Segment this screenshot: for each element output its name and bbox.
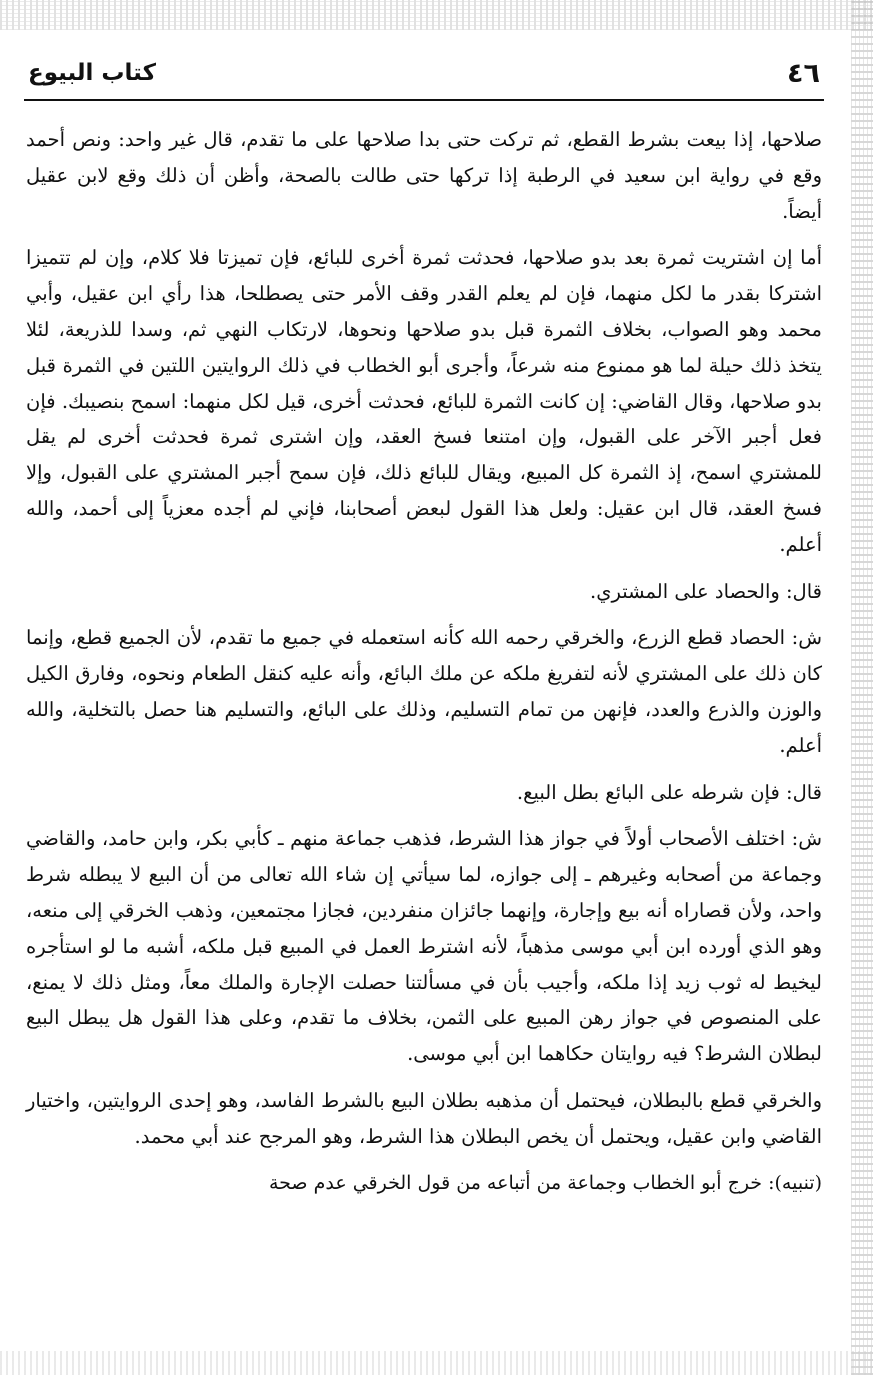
note-paragraph: (تنبيه): خرج أبو الخطاب وجماعة من أتباعه من قول الخرقي عدم صحة [268,1171,822,1194]
book-title: كتاب البيوع [28,60,156,86]
paragraph-3: ش: الحصاد قطع الزرع، والخرقي رحمه الله كأنه استعمله في جميع ما تقدم، لأن الجميع قطع، وإنما كان ذلك على المشتري لأنه لتفريغ ملكه عن ملك البائع، وأنه عليه كنقل الطعام ونحوه، وفارق الكيل والوزن والذرع والعدد، فإنهن من تمام التسليم، وذلك على البائع، والتسليم هنا حصل بالتخلية، والله أعلم. [26,626,822,757]
paragraph-2: أما إن اشتريت ثمرة بعد بدو صلاحها، فحدثت ثمرة أخرى للبائع، فإن تميزتا فلا كلام، وإن لم تتميزا اشتركا بقدر ما لكل منهما، فإن لم يعلم القدر وقف الأمر حتى يصطلحا، هذا رأي ابن عقيل، وأبي محمد وهو الصواب، بخلاف الثمرة قبل بدو صلاحها ونحوها، لارتكاب النهي ثم، وسدا للذريعة، لئلا يتخذ ذلك حيلة لما هو ممنوع منه شرعاً، وأجرى أبو الخطاب في ذلك الروايتين اللتين في الثمرة قبل بدو صلاحها، وقال القاضي: إن كانت الثمرة للبائع، فحدثت أخرى، قيل لكل منهما: اسمح بنصيبك. فإن فعل أجبر الآخر على القبول، وإن امتنعا فسخ العقد، وإن اشترى ثمرة فحدثت أخرى لم يقل للمشتري اسمح، إذ الثمرة كل المبيع، ويقال للبائع ذلك، فإن سمح أجبر المشتري على القبول، وإلا فسخ العقد، قال ابن عقيل: ولعل هذا القول لبعض أصحابنا، فإني لم أجده معزياً إلى أحمد، والله أعلم. [26,246,822,556]
paragraph-1: صلاحها، إذا بيعت بشرط القطع، ثم تركت حتى بدا صلاحها على ما تقدم، قال غير واحد: ونص أحمد وقع في رواية ابن سعيد في الرطبة إذا تركها حتى طالت بالصحة، وأظن أن ذلك وقع لابن عقيل أيضاً. [26,128,822,223]
decorative-right-border [851,0,873,1375]
page-body [26,122,822,1201]
header-rule [24,99,824,101]
paragraph-5: والخرقي قطع بالبطلان، فيحتمل أن مذهبه بطلان البيع بالشرط الفاسد، وهو إحدى الروايتين، واختيار القاضي وابن عقيل، ويحتمل أن يخص البطلان هذا الشرط، وهو المرجح عند أبي محمد. [26,1088,822,1148]
paragraph-4: ش: اختلف الأصحاب أولاً في جواز هذا الشرط، فذهب جماعة منهم ـ كأبي بكر، وابن حامد، والقاضي وجماعة من أصحابه وغيرهم ـ إلى جوازه، لما سيأتي إن شاء الله تعالى من أن البيع لا يبطله شرط واحد، ولأن قصاراه أنه بيع وإجارة، وإنهما جائزان منفردين، فجازا مجتمعين، وذهب الخرقي إلى منعه، وهو الذي أورده ابن أبي موسى مذهباً، لأنه اشترط العمل في المبيع قبل ملكه، أشبه ما لو استأجره ليخيط له ثوب زيد إذا ملكه، وأجيب بأن في مسألتنا حصلت الإجارة والملك معاً، ومثل ذلك لا يمنع، على المنصوص في جواز رهن المبيع على الثمن، بخلاف ما تقدم، وعلى هذا القول هل يبطل البيع لبطلان الشرط؟ فيه روايتان حكاهما ابن أبي موسى. [26,827,822,1066]
page-number: ٤٦ [787,58,820,89]
decorative-bottom-border [0,1351,873,1375]
quote-line-2: قال: فإن شرطه على البائع بطل البيع. [516,780,822,804]
page-header [24,58,824,94]
quote-line-1: قال: والحصاد على المشتري. [590,579,822,603]
decorative-top-border [0,0,873,30]
